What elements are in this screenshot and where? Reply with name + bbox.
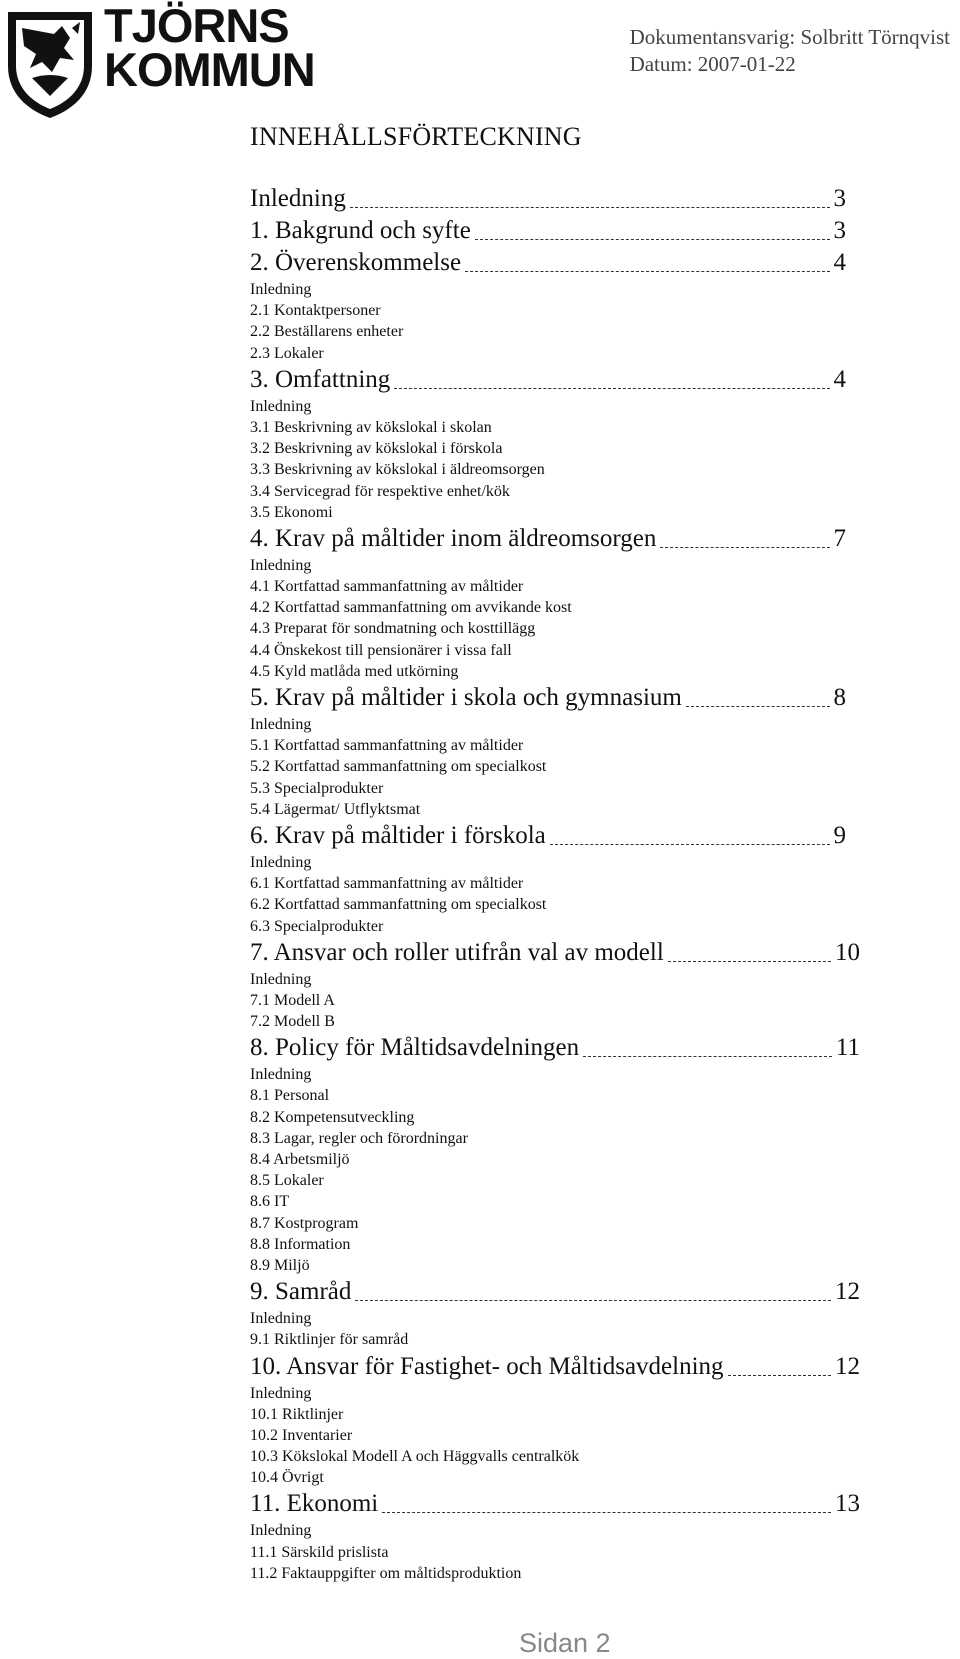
toc-entry-title: 1. Bakgrund och syfte: [250, 217, 471, 244]
toc-subentry[interactable]: 2.3 Lokaler: [250, 344, 324, 362]
toc-entry[interactable]: [250, 364, 846, 396]
toc-subentry[interactable]: 8.2 Kompetensutveckling: [250, 1108, 415, 1126]
toc-subentry[interactable]: 3.5 Ekonomi: [250, 503, 333, 521]
toc-entry-title: 9. Samråd: [250, 1278, 352, 1306]
toc-subentry[interactable]: Inledning: [250, 397, 312, 415]
toc-subentry[interactable]: 6.1 Kortfattad sammanfattning av måltider: [250, 875, 524, 893]
toc-subentry[interactable]: 10.2 Inventarier: [250, 1426, 353, 1444]
toc-subentry[interactable]: 4.1 Kortfattad sammanfattning av måltider: [250, 578, 524, 596]
toc-subentry[interactable]: Inledning: [250, 281, 312, 298]
toc-subentry[interactable]: 3.2 Beskrivning av kökslokal i förskola: [250, 440, 503, 458]
toc-subentry[interactable]: 8.1 Personal: [250, 1087, 330, 1105]
toc-subentry[interactable]: 3.1 Beskrivning av kökslokal i skolan: [250, 418, 492, 436]
toc-entry-page: 11: [835, 1034, 860, 1062]
toc-subentry[interactable]: Inledning: [250, 556, 312, 574]
toc-subentry[interactable]: 8.5 Lokaler: [250, 1172, 324, 1190]
toc-subentry[interactable]: 6.3 Specialprodukter: [250, 917, 384, 935]
toc-entry-title: 5. Krav på måltider i skola och gymnasium: [250, 684, 682, 711]
toc-subentry[interactable]: 3.4 Servicegrad för respektive enhet/kök: [250, 482, 510, 500]
toc-entry[interactable]: [250, 183, 846, 215]
toc-subentry[interactable]: Inledning: [250, 1384, 312, 1402]
toc-subentry[interactable]: 4.4 Önskekost till pensionärer i vissa fall: [250, 641, 512, 659]
toc-subentry[interactable]: 2.1 Kontaktpersoner: [250, 302, 381, 320]
toc-subentry[interactable]: 8.7 Kostprogram: [250, 1214, 359, 1232]
toc-entry-page: 7: [833, 524, 846, 552]
toc-entry[interactable]: [250, 215, 846, 247]
toc-entry[interactable]: [250, 682, 846, 714]
toc-subentry[interactable]: 5.4 Lägermat/ Utflyktsmat: [250, 800, 421, 818]
toc-entry-title: 10. Ansvar för Fastighet- och Måltidsavdelning: [250, 1352, 724, 1380]
toc-subentry[interactable]: 11.2 Faktauppgifter om måltidsproduktion: [250, 1564, 522, 1582]
page-number: Sidan 2: [519, 1628, 611, 1658]
toc-entry[interactable]: [250, 247, 846, 279]
toc-subentry[interactable]: 3.3 Beskrivning av kökslokal i äldreomsorgen: [250, 461, 545, 479]
toc-subentry[interactable]: 4.5 Kyld matlåda med utkörning: [250, 662, 459, 680]
toc-subentry[interactable]: 8.3 Lagar, regler och förordningar: [250, 1129, 468, 1147]
toc-subentry[interactable]: 7.2 Modell B: [250, 1013, 335, 1031]
toc-entry-title: 6. Krav på måltider i förskola: [250, 821, 546, 849]
toc-leader-dots: [550, 844, 830, 845]
toc-entry[interactable]: [250, 1351, 860, 1383]
toc-subentry[interactable]: 9.1 Riktlinjer för samråd: [250, 1331, 409, 1349]
toc-subentry[interactable]: 5.2 Kortfattad sammanfattning om specialkost: [250, 758, 547, 776]
toc-subentry[interactable]: 7.1 Modell A: [250, 991, 335, 1009]
toc-entry-title: 7. Ansvar och roller utifrån val av modell: [250, 938, 664, 966]
toc-entry-title: 2. Överenskommelse: [250, 249, 462, 276]
table-of-contents: [250, 183, 860, 1584]
toc-entry[interactable]: [250, 1488, 860, 1520]
toc-entry-page: 3: [833, 217, 846, 244]
toc-subentry[interactable]: Inledning: [250, 1522, 312, 1540]
toc-entry-page: 10: [835, 938, 860, 966]
toc-leader-dots: [583, 1056, 832, 1057]
toc-entry-page: 9: [833, 821, 846, 849]
toc-entry[interactable]: [250, 820, 846, 852]
toc-subentry[interactable]: 10.3 Kökslokal Modell A och Häggvalls centralkök: [250, 1448, 580, 1466]
coat-of-arms-icon: [2, 8, 98, 120]
toc-leader-dots: [660, 547, 829, 548]
toc-subentry[interactable]: 4.3 Preparat för sondmatning och kosttillägg: [250, 620, 536, 638]
toc-subentry[interactable]: 5.3 Specialprodukter: [250, 779, 384, 797]
toc-subentry[interactable]: Inledning: [250, 853, 312, 871]
toc-subentry[interactable]: Inledning: [250, 1066, 312, 1084]
toc-subentry[interactable]: Inledning: [250, 716, 312, 733]
toc-entry-title: 11. Ekonomi: [250, 1490, 379, 1518]
toc-entry[interactable]: [250, 937, 860, 969]
toc-subentry[interactable]: 8.6 IT: [250, 1193, 290, 1211]
toc-subentry[interactable]: 10.4 Övrigt: [250, 1469, 324, 1487]
toc-subentry[interactable]: 8.8 Information: [250, 1235, 351, 1253]
toc-subentry[interactable]: 8.9 Miljö: [250, 1256, 310, 1274]
toc-entry[interactable]: [250, 1032, 860, 1064]
toc-leader-dots: [382, 1512, 831, 1513]
toc-leader-dots: [350, 207, 830, 208]
toc-leader-dots: [475, 239, 830, 240]
toc-entry-page: 8: [833, 684, 846, 711]
toc-subentry[interactable]: 8.4 Arbetsmiljö: [250, 1151, 350, 1168]
toc-subentry[interactable]: 5.1 Kortfattad sammanfattning av måltider: [250, 737, 524, 755]
toc-entry-page: 13: [835, 1490, 860, 1518]
toc-subentry[interactable]: 11.1 Särskild prislista: [250, 1543, 389, 1561]
toc-leader-dots: [394, 388, 829, 389]
toc-entry-page: 4: [833, 365, 846, 393]
toc-entry-title: 4. Krav på måltider inom äldreomsorgen: [250, 524, 657, 552]
document-meta: [630, 24, 950, 78]
toc-entry-page: 12: [835, 1352, 860, 1380]
toc-entry-page: 12: [835, 1278, 860, 1306]
toc-subentry[interactable]: 6.2 Kortfattad sammanfattning om specialkost: [250, 896, 547, 914]
toc-leader-dots: [728, 1375, 831, 1376]
toc-entry[interactable]: [250, 523, 846, 555]
logo-wordmark: TJÖRNS KOMMUN: [104, 0, 315, 96]
toc-subentry[interactable]: 2.2 Beställarens enheter: [250, 323, 404, 341]
toc-subentry[interactable]: Inledning: [250, 970, 312, 988]
toc-entry-title: 3. Omfattning: [250, 365, 391, 393]
municipality-logo: [0, 0, 330, 122]
toc-entry-page: 3: [833, 185, 846, 212]
toc-title: INNEHÅLLSFÖRTECKNING: [250, 122, 582, 151]
toc-entry-title: Inledning: [250, 185, 346, 212]
toc-entry-page: 4: [833, 249, 846, 276]
toc-subentry[interactable]: Inledning: [250, 1310, 312, 1328]
toc-entry[interactable]: [250, 1276, 860, 1308]
document-owner: Dokumentansvarig: Solbritt Törnqvist: [629, 25, 950, 49]
toc-subentry[interactable]: 10.1 Riktlinjer: [250, 1405, 344, 1423]
toc-leader-dots: [465, 271, 829, 272]
toc-entry-title: 8. Policy för Måltidsavdelningen: [250, 1034, 580, 1062]
toc-subentry[interactable]: 4.2 Kortfattad sammanfattning om avvikande kost: [250, 599, 572, 617]
toc-leader-dots: [355, 1300, 831, 1301]
toc-leader-dots: [668, 961, 831, 962]
document-date: Datum: 2007-01-22: [629, 52, 796, 76]
toc-leader-dots: [686, 706, 830, 707]
